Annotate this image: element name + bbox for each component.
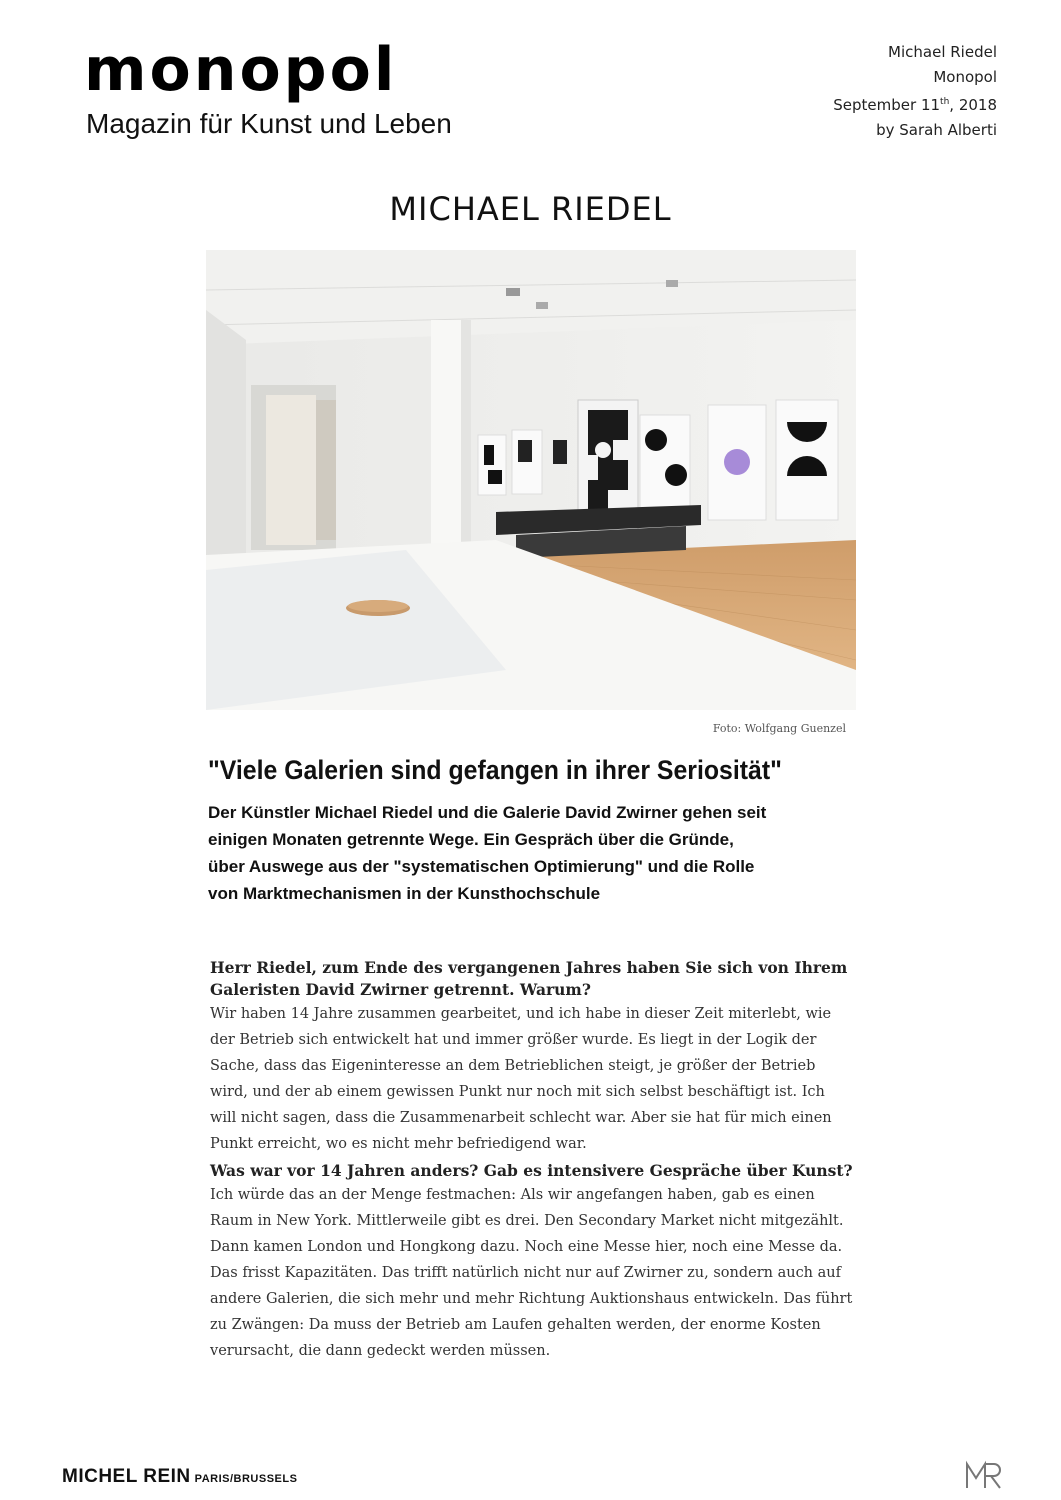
page-title: MICHAEL RIEDEL (389, 190, 672, 228)
interview-answer: Wir haben 14 Jahre zusammen gearbeitet, und ich habe in dieser Zeit miterlebt, wie der Betrieb sich entwickelt hat und immer größer wurde. Es liegt in der Logik der Sache, dass das Eigeninteresse an dem Betrieblichen steigt, je größer der Betrieb wird, und der ab einem gewissen Punkt nur noch mit sich selbst beschäftigt ist. Ich will nicht sagen, dass die Zusammenarbeit schlecht war. Aber sie hat für mich einen Punkt erreicht, wo es nicht mehr befriedigend war. (210, 1006, 832, 1152)
qa-block-2 (210, 1160, 855, 1364)
magazine-logo: monopol (84, 35, 398, 105)
gallery-brand: MICHEL REIN PARIS/BRUSSELS (62, 1466, 298, 1487)
gallery-location: PARIS/BRUSSELS (194, 1473, 298, 1485)
qa-block-1 (210, 957, 855, 1157)
exhibition-photo (206, 250, 856, 710)
interview-answer: Ich würde das an der Menge festmachen: Als wir angefangen haben, gab es einen Raum in New York. Mittlerweile gibt es drei. Den Secondary Market nicht mitgezählt. Dann kamen London und Hongkong dazu. Noch eine Messe hier, noch eine Messe da. Das frisst Kapazitäten. Das trifft natürlich nicht nur auf Zwirner zu, sondern auch auf andere Galerien, die sich mehr und mehr Richtung Auktionshaus entwickeln. Das führt zu Zwängen: Da muss der Betrieb am Laufen gehalten werden, der enorme Kosten verursacht, die dann gedeckt werden müssen. (210, 1187, 853, 1359)
magazine-tagline: Magazin für Kunst und Leben (86, 108, 452, 139)
meta-publication: Monopol (933, 68, 997, 86)
article-lead: Der Künstler Michael Riedel und die Galerie David Zwirner gehen seit einigen Monaten getrennte Wege. Ein Gespräch über die Gründe, über Auswege aus der "systematischen Optimierung" und die Rolle von Marktmechanismen in der Kunsthochschule (208, 803, 767, 903)
interview-question: Was war vor 14 Jahren anders? Gab es intensivere Gespräche über Kunst? (210, 1161, 853, 1180)
meta-date: September 11th, 2018 (833, 96, 997, 114)
meta-artist: Michael Riedel (888, 43, 997, 61)
meta-author: by Sarah Alberti (876, 121, 997, 139)
interview-question: Herr Riedel, zum Ende des vergangenen Jahres haben Sie sich von Ihrem Galeristen David Zwirner getrennt. Warum? (210, 958, 848, 999)
article-meta (833, 40, 997, 143)
photo-caption: Foto: Wolfgang Guenzel (712, 722, 846, 735)
mr-monogram-icon (964, 1460, 1006, 1490)
article-headline: "Viele Galerien sind gefangen in ihrer Seriosität" (208, 755, 782, 785)
